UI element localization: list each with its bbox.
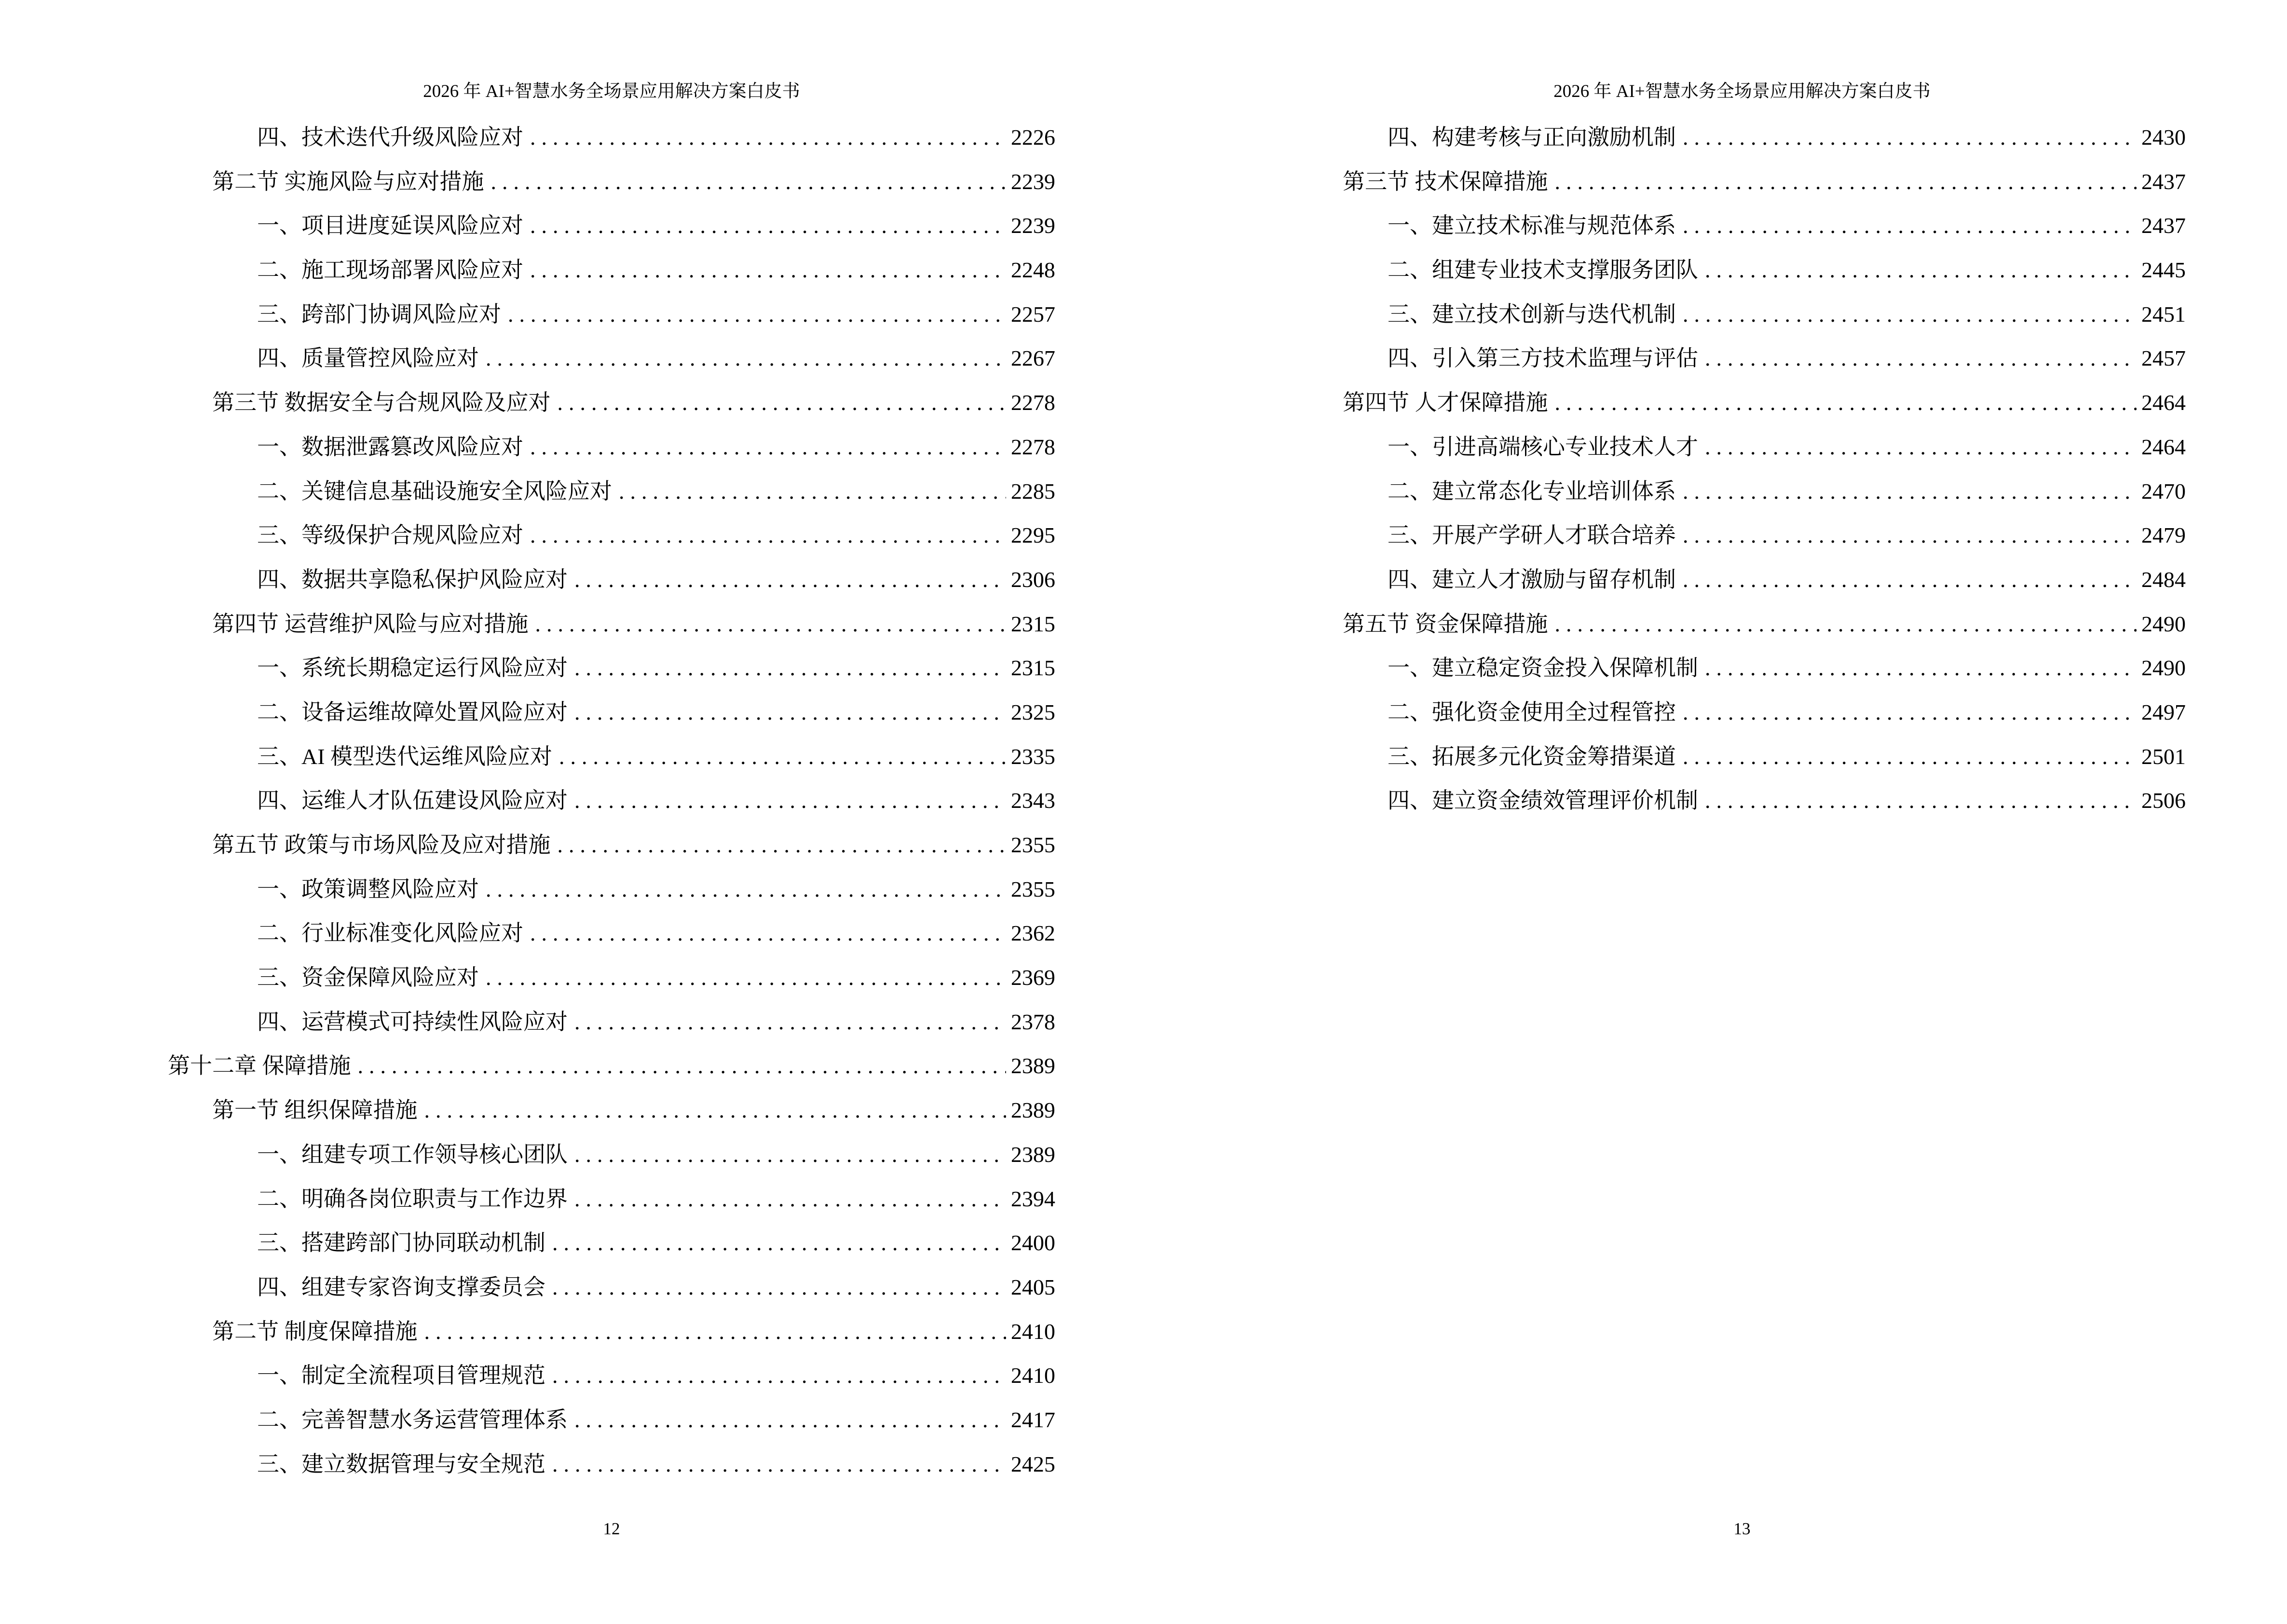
toc-entry-label: 二、施工现场部署风险应对	[257, 258, 523, 283]
toc-entry-label: 二、组建专业技术支撑服务团队	[1388, 258, 1698, 283]
toc-entry-label: 第二节 实施风险与应对措施	[212, 169, 484, 194]
toc-entry-page-number: 2437	[2141, 169, 2186, 194]
toc-entry	[168, 1088, 1055, 1133]
toc-entry-label: 第四节 运营维护风险与应对措施	[212, 611, 529, 636]
toc-entry-label: 三、搭建跨部门协同联动机制	[257, 1230, 545, 1256]
toc-entry-label: 四、数据共享隐私保护风险应对	[257, 567, 568, 592]
toc-entry-page-number: 2239	[1011, 213, 1055, 238]
toc-entry-label: 二、设备运维故障处置风险应对	[257, 699, 568, 724]
toc-entry-label: 二、关键信息基础设施安全风险应对	[257, 478, 612, 504]
toc-entry	[168, 1000, 1055, 1044]
dot-leader	[1683, 469, 2137, 514]
toc-entry-label: 第二节 制度保障措施	[212, 1319, 418, 1344]
toc-entry-label: 第一节 组织保障措施	[212, 1098, 418, 1123]
toc-page-right	[1298, 0, 2186, 1624]
dot-leader	[491, 160, 1007, 204]
dot-leader	[574, 646, 1006, 690]
toc-entry	[168, 602, 1055, 646]
toc-entry	[1298, 558, 2186, 602]
dot-leader	[574, 558, 1006, 602]
toc-entry	[168, 115, 1055, 160]
dot-leader	[559, 735, 1006, 779]
toc-entry-label: 三、等级保护合规风险应对	[257, 523, 523, 548]
page-footer: 12	[603, 1519, 620, 1538]
toc-entry-label: 三、建立数据管理与安全规范	[257, 1451, 545, 1476]
toc-entry	[168, 823, 1055, 867]
toc-entry-label: 第三节 技术保障措施	[1343, 169, 1548, 194]
toc-entry-page-number: 2410	[1011, 1363, 1055, 1388]
toc-entry-page-number: 2306	[1011, 567, 1055, 592]
toc-page-left	[168, 0, 1055, 1624]
toc-entry-label: 第五节 资金保障措施	[1343, 611, 1548, 636]
toc-entry	[1298, 735, 2186, 779]
toc-entry	[168, 336, 1055, 381]
toc-entry-label: 三、资金保障风险应对	[257, 965, 479, 990]
toc-entry	[168, 1310, 1055, 1354]
toc-entry-label: 二、行业标准变化风险应对	[257, 921, 523, 946]
toc-entry-page-number: 2457	[2141, 346, 2186, 371]
toc-entry-page-number: 2464	[2141, 434, 2186, 459]
toc-entry-label: 四、建立资金绩效管理评价机制	[1388, 788, 1698, 813]
dot-leader	[530, 248, 1006, 292]
toc-entry-page-number: 2410	[1011, 1319, 1055, 1344]
toc-entry-page-number: 2470	[2141, 478, 2186, 504]
toc-entry	[1298, 204, 2186, 248]
toc-entry-label: 四、建立人才激励与留存机制	[1388, 567, 1676, 592]
toc-entry	[168, 1177, 1055, 1221]
toc-entry	[1298, 292, 2186, 337]
toc-entry-page-number: 2315	[1011, 655, 1055, 681]
toc-entry-page-number: 2325	[1011, 699, 1055, 724]
toc-entry-page-number: 2497	[2141, 699, 2186, 724]
dot-leader	[1683, 735, 2137, 779]
toc-entry-page-number: 2335	[1011, 744, 1055, 769]
toc-entry-page-number: 2315	[1011, 611, 1055, 636]
toc-entry	[168, 513, 1055, 558]
toc-entry-page-number: 2490	[2141, 611, 2186, 636]
toc-entry	[168, 911, 1055, 955]
toc-entry	[168, 469, 1055, 514]
toc-entry	[1298, 160, 2186, 204]
toc-entry-page-number: 2378	[1011, 1009, 1055, 1034]
dot-leader	[619, 469, 1006, 514]
dot-leader	[552, 1353, 1006, 1398]
toc-entry-page-number: 2369	[1011, 965, 1055, 990]
toc-entry-page-number: 2501	[2141, 744, 2186, 769]
page-footer: 13	[1733, 1519, 1751, 1538]
toc-entry-label: 一、建立稳定资金投入保障机制	[1388, 655, 1698, 681]
toc-entry-page-number: 2484	[2141, 567, 2186, 592]
toc-entry	[168, 735, 1055, 779]
toc-entry-label: 三、开展产学研人才联合培养	[1388, 523, 1676, 548]
toc-entry-page-number: 2257	[1011, 301, 1055, 327]
toc-entry-page-number: 2479	[2141, 523, 2186, 548]
dot-leader	[1705, 646, 2137, 690]
dot-leader	[552, 1221, 1006, 1265]
toc-entry-label: 四、运营模式可持续性风险应对	[257, 1009, 568, 1034]
dot-leader	[1555, 160, 2137, 204]
toc-entry	[1298, 778, 2186, 823]
dot-leader	[486, 867, 1006, 912]
toc-entry	[1298, 469, 2186, 514]
toc-entry	[168, 690, 1055, 735]
toc-entry	[168, 646, 1055, 690]
toc-entry-page-number: 2355	[1011, 876, 1055, 901]
toc-entry	[1298, 248, 2186, 292]
toc-entry-page-number: 2278	[1011, 434, 1055, 459]
toc-entry-label: 第四节 人才保障措施	[1343, 390, 1548, 415]
dot-leader	[574, 1000, 1006, 1044]
toc-entry	[168, 778, 1055, 823]
dot-leader	[486, 336, 1006, 381]
toc-entry-label: 第五节 政策与市场风险及应对措施	[212, 832, 551, 857]
toc-entry-label: 三、建立技术创新与迭代机制	[1388, 301, 1676, 327]
toc-entry-label: 四、质量管控风险应对	[257, 346, 479, 371]
toc-entry	[168, 1133, 1055, 1177]
dot-leader	[424, 1310, 1007, 1354]
dot-leader	[508, 292, 1006, 337]
dot-leader	[1683, 204, 2137, 248]
dot-leader	[358, 1044, 1007, 1088]
dot-leader	[530, 115, 1006, 160]
toc-entry-page-number: 2389	[1011, 1142, 1055, 1167]
toc-entry-label: 一、制定全流程项目管理规范	[257, 1363, 545, 1388]
toc-entry-page-number: 2362	[1011, 921, 1055, 946]
toc-entry-label: 二、完善智慧水务运营管理体系	[257, 1407, 568, 1432]
toc-entry-page-number: 2464	[2141, 390, 2186, 415]
toc-entry-page-number: 2445	[2141, 258, 2186, 283]
dot-leader	[530, 911, 1006, 955]
toc-entry-label: 一、系统长期稳定运行风险应对	[257, 655, 568, 681]
dot-leader	[574, 778, 1006, 823]
toc-entry-page-number: 2389	[1011, 1098, 1055, 1123]
toc-entry-page-number: 2400	[1011, 1230, 1055, 1256]
toc-entry-page-number: 2226	[1011, 125, 1055, 150]
toc-entry	[1298, 602, 2186, 646]
toc-entry	[1298, 513, 2186, 558]
toc-entry-label: 一、项目进度延误风险应对	[257, 213, 523, 238]
dot-leader	[1683, 513, 2137, 558]
toc-entry-page-number: 2389	[1011, 1053, 1055, 1078]
dot-leader	[1683, 558, 2137, 602]
toc-entry-page-number: 2417	[1011, 1407, 1055, 1432]
dot-leader	[552, 1265, 1006, 1310]
toc-entry	[168, 204, 1055, 248]
toc-entry	[168, 1442, 1055, 1487]
dot-leader	[1705, 336, 2137, 381]
dot-leader	[1705, 425, 2137, 469]
page-header: 2026 年 AI+智慧水务全场景应用解决方案白皮书	[423, 82, 800, 101]
toc-entry-label: 一、政策调整风险应对	[257, 876, 479, 901]
toc-entry	[1298, 690, 2186, 735]
toc-entry-page-number: 2430	[2141, 125, 2186, 150]
toc-entry	[168, 425, 1055, 469]
toc-entry	[168, 1044, 1055, 1088]
dot-leader	[574, 1177, 1006, 1221]
dot-leader	[558, 381, 1007, 425]
toc-entry-page-number: 2405	[1011, 1274, 1055, 1299]
toc-entries	[1298, 115, 2186, 823]
toc-entry	[168, 867, 1055, 912]
toc-entry-label: 三、跨部门协调风险应对	[257, 301, 501, 327]
toc-entry	[168, 1353, 1055, 1398]
dot-leader	[558, 823, 1007, 867]
dot-leader	[530, 204, 1006, 248]
toc-entry-label: 二、强化资金使用全过程管控	[1388, 699, 1676, 724]
toc-entry-page-number: 2278	[1011, 390, 1055, 415]
dot-leader	[1683, 292, 2137, 337]
dot-leader	[574, 1398, 1006, 1442]
toc-entry-label: 第十二章 保障措施	[168, 1053, 351, 1078]
toc-entry-page-number: 2285	[1011, 478, 1055, 504]
dot-leader	[530, 425, 1006, 469]
toc-entry-label: 四、运维人才队伍建设风险应对	[257, 788, 568, 813]
dot-leader	[424, 1088, 1007, 1133]
toc-entry	[168, 1221, 1055, 1265]
toc-entry-page-number: 2394	[1011, 1186, 1055, 1211]
dot-leader	[535, 602, 1007, 646]
toc-entry-label: 二、建立常态化专业培训体系	[1388, 478, 1676, 504]
toc-entry-label: 一、数据泄露篡改风险应对	[257, 434, 523, 459]
toc-entry	[168, 1398, 1055, 1442]
toc-entry-label: 四、技术迭代升级风险应对	[257, 125, 523, 150]
toc-entry-page-number: 2506	[2141, 788, 2186, 813]
toc-entry-page-number: 2343	[1011, 788, 1055, 813]
toc-entry	[1298, 115, 2186, 160]
toc-entry-label: 四、构建考核与正向激励机制	[1388, 125, 1676, 150]
toc-entry-page-number: 2239	[1011, 169, 1055, 194]
toc-entry-page-number: 2451	[2141, 301, 2186, 327]
page-header: 2026 年 AI+智慧水务全场景应用解决方案白皮书	[1553, 82, 1931, 101]
toc-entry	[168, 558, 1055, 602]
dot-leader	[486, 955, 1006, 1000]
toc-entry	[168, 1265, 1055, 1310]
dot-leader	[530, 513, 1006, 558]
toc-entry-label: 三、拓展多元化资金筹措渠道	[1388, 744, 1676, 769]
toc-entry	[168, 381, 1055, 425]
toc-entry-page-number: 2490	[2141, 655, 2186, 681]
dot-leader	[1705, 248, 2137, 292]
toc-entry-label: 三、AI 模型迭代运维风险应对	[257, 744, 553, 769]
toc-entries	[168, 115, 1055, 1486]
toc-entry-label: 四、组建专家咨询支撑委员会	[257, 1274, 545, 1299]
dot-leader	[574, 1133, 1006, 1177]
dot-leader	[1705, 778, 2137, 823]
toc-entry	[168, 955, 1055, 1000]
toc-entry-label: 一、组建专项工作领导核心团队	[257, 1142, 568, 1167]
toc-entry-label: 一、建立技术标准与规范体系	[1388, 213, 1676, 238]
toc-entry	[1298, 336, 2186, 381]
toc-entry	[168, 160, 1055, 204]
dot-leader	[1683, 115, 2137, 160]
toc-entry-page-number: 2355	[1011, 832, 1055, 857]
toc-entry	[1298, 381, 2186, 425]
toc-entry-page-number: 2295	[1011, 523, 1055, 548]
toc-entry	[1298, 425, 2186, 469]
toc-entry-page-number: 2425	[1011, 1451, 1055, 1476]
toc-entry	[168, 248, 1055, 292]
toc-entry-label: 一、引进高端核心专业技术人才	[1388, 434, 1698, 459]
dot-leader	[1555, 602, 2137, 646]
toc-entry	[1298, 646, 2186, 690]
toc-entry	[168, 292, 1055, 337]
toc-entry-page-number: 2248	[1011, 258, 1055, 283]
toc-entry-page-number: 2267	[1011, 346, 1055, 371]
toc-entry-label: 二、明确各岗位职责与工作边界	[257, 1186, 568, 1211]
dot-leader	[1555, 381, 2137, 425]
dot-leader	[574, 690, 1006, 735]
toc-entry-label: 第三节 数据安全与合规风险及应对	[212, 390, 551, 415]
dot-leader	[552, 1442, 1006, 1487]
toc-entry-label: 四、引入第三方技术监理与评估	[1388, 346, 1698, 371]
dot-leader	[1683, 690, 2137, 735]
toc-entry-page-number: 2437	[2141, 213, 2186, 238]
